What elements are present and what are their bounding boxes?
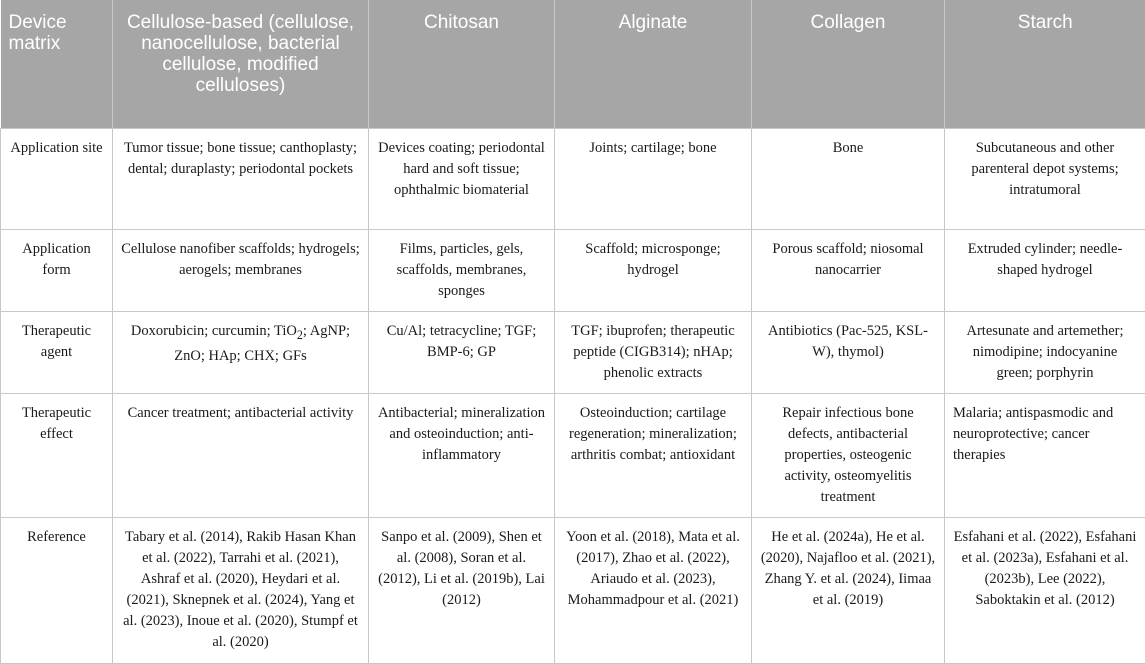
cell-therapeutic-agent-cellulose: [113, 311, 369, 393]
cell-therapeutic-agent-alginate: TGF; ibuprofen; therapeutic peptide (CIGB314); nHAp; phenolic extracts: [555, 311, 752, 393]
cell-application-form-alginate: Scaffold; microsponge; hydrogel: [555, 229, 752, 311]
cell-application-site-cellulose: Tumor tissue; bone tissue; canthoplasty; dental; duraplasty; periodontal pockets: [113, 128, 369, 229]
subscript-two: 2: [296, 327, 303, 342]
header-starch: Starch: [945, 0, 1145, 128]
table-row-therapeutic-effect: [1, 393, 1145, 518]
cell-therapeutic-agent-starch: Artesunate and artemether; nimodipine; indocyanine green; porphyrin: [945, 311, 1145, 393]
header-cellulose: Cellulose-based (cellulose, nanocellulose, bacterial cellulose, modified celluloses): [113, 0, 369, 128]
cell-therapeutic-effect-alginate: Osteoinduction; cartilage regeneration; mineralization; arthritis combat; antioxidant: [555, 393, 752, 518]
cell-reference-starch: Esfahani et al. (2022), Esfahani et al. (2023a), Esfahani et al. (2023b), Lee (2022), Saboktakin et al. (2012): [945, 518, 1145, 664]
cellulose-agent-text-a: Doxorubicin; curcumin; TiO: [130, 322, 297, 339]
table-header-row: [1, 0, 1145, 128]
row-label-application-site: Application site: [1, 128, 113, 229]
cell-reference-cellulose: Tabary et al. (2014), Rakib Hasan Khan et al. (2022), Tarrahi et al. (2021), Ashraf et al. (2020), Heydari et al. (2021), Sknepnek et al. (2024), Yang et al. (2023), Inoue et al. (2020), Stumpf et al. (2020): [113, 518, 369, 664]
table-row-application-site: [1, 128, 1145, 229]
row-label-application-form: Application form: [1, 229, 113, 311]
header-alginate: Alginate: [555, 0, 752, 128]
row-label-therapeutic-effect: Therapeutic effect: [1, 393, 113, 518]
cell-therapeutic-agent-chitosan: Cu/Al; tetracycline; TGF; BMP-6; GP: [369, 311, 555, 393]
table-row-therapeutic-agent: [1, 311, 1145, 393]
cellulose-agent-text-b: ; AgNP; ZnO; HAp; CHX; GFs: [174, 322, 351, 364]
cell-therapeutic-effect-chitosan: Antibacterial; mineralization and osteoinduction; anti-inflammatory: [369, 393, 555, 518]
cell-application-site-alginate: Joints; cartilage; bone: [555, 128, 752, 229]
cell-application-site-collagen: Bone: [752, 128, 945, 229]
cell-application-form-cellulose: Cellulose nanofiber scaffolds; hydrogels; aerogels; membranes: [113, 229, 369, 311]
table-row-reference: [1, 518, 1145, 664]
header-device-matrix: Device matrix: [1, 0, 113, 128]
cell-reference-alginate: Yoon et al. (2018), Mata et al. (2017), Zhao et al. (2022), Ariaudo et al. (2023), Mohammadpour et al. (2021): [555, 518, 752, 664]
cell-application-form-collagen: Porous scaffold; niosomal nanocarrier: [752, 229, 945, 311]
cell-therapeutic-agent-collagen: Antibiotics (Pac-525, KSL-W), thymol): [752, 311, 945, 393]
row-label-reference: Reference: [1, 518, 113, 664]
cell-application-form-starch: Extruded cylinder; needle-shaped hydrogel: [945, 229, 1145, 311]
cell-therapeutic-effect-cellulose: Cancer treatment; antibacterial activity: [113, 393, 369, 518]
cell-application-site-starch: Subcutaneous and other parenteral depot systems; intratumoral: [945, 128, 1145, 229]
cell-reference-collagen: He et al. (2024a), He et al. (2020), Najafloo et al. (2021), Zhang Y. et al. (2024), Iimaa et al. (2019): [752, 518, 945, 664]
cell-therapeutic-effect-collagen: Repair infectious bone defects, antibacterial properties, osteogenic activity, osteomyelitis treatment: [752, 393, 945, 518]
cell-reference-chitosan: Sanpo et al. (2009), Shen et al. (2008), Soran et al. (2012), Li et al. (2019b), Lai (2012): [369, 518, 555, 664]
row-label-therapeutic-agent: Therapeutic agent: [1, 311, 113, 393]
table-row-application-form: [1, 229, 1145, 311]
header-collagen: Collagen: [752, 0, 945, 128]
cell-application-form-chitosan: Films, particles, gels, scaffolds, membranes, sponges: [369, 229, 555, 311]
header-chitosan: Chitosan: [369, 0, 555, 128]
cell-application-site-chitosan: Devices coating; periodontal hard and soft tissue; ophthalmic biomaterial: [369, 128, 555, 229]
cell-therapeutic-effect-starch: Malaria; antispasmodic and neuroprotective; cancer therapies: [945, 393, 1145, 518]
